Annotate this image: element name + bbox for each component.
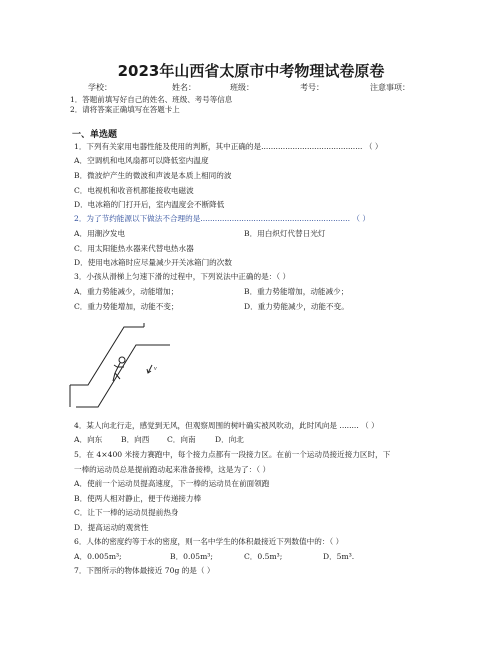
q1-option-c: C．电视机和收音机都能接收电磁波 (74, 186, 194, 195)
q3-option-b: B．重力势能增加，动能减少； (244, 287, 349, 296)
q5-option-b: B．使两人相对静止，便于传递接力棒 (74, 494, 202, 503)
q3-option-d: D．重力势能减少，动能不变。 (244, 302, 349, 311)
q3-option-c: C．重力势能增加，动能不变； (74, 302, 179, 311)
q5-option-a: A．使前一个运动员提高速度，下一棒的运动员在前面领跑 (74, 479, 270, 488)
q2-option-d: D．使用电冰箱时应尽量减少开关冰箱门的次数 (74, 258, 232, 267)
q6-option-c: C．0.5m³; (244, 552, 283, 561)
q5-option-c: C．让下一棒的运动员提前热身 (74, 508, 179, 517)
question-5-stem-line-2: 一棒的运动员总是提前跑动起来准备接棒，这是为了：（ ） (74, 465, 271, 474)
q6-option-b: B．0.05m³; (170, 552, 213, 561)
page-title: 2023年山西省太原市中考物理试卷原卷 (117, 62, 385, 80)
section-heading: 一、单选题 (72, 130, 118, 140)
q1-option-a: A．空调机和电风扇都可以降低室内温度 (74, 156, 209, 165)
notes-heading: 注意事项： (370, 83, 410, 92)
slide-upper-edge (70, 327, 144, 385)
note-1: 1．答题前填写好自己的姓名、班级、考号等信息 (70, 95, 233, 104)
exam-number-field: 考号： (300, 83, 324, 92)
velocity-label: v (154, 366, 157, 372)
school-field: 学校： (88, 83, 112, 92)
question-2-stem: 2．为了节约能源以下做法不合理的是.............................................................. （ ） (74, 214, 371, 223)
question-5-stem-line-1: 5．在 4×400 米接力赛跑中，每个接力点都有一段接力区。在前一个运动员接近接力区时，下 (74, 450, 391, 459)
q1-option-d: D．电冰箱的门打开后，室内温度会不断降低 (74, 200, 225, 209)
child-figure (113, 357, 125, 381)
q3-option-a: A．重力势能减少，动能增加； (74, 287, 179, 296)
q1-option-b: B．微波炉产生的微波和声波是本质上相同的波 (74, 171, 232, 180)
question-3-stem: 3．小孩从滑梯上匀速下滑的过程中，下列说法中正确的是：（ ） (74, 272, 291, 281)
note-2: 2．请将答案正确填写在答题卡上 (70, 105, 180, 114)
q6-option-d: D．5m³. (323, 552, 355, 561)
q5-option-d: D．提高运动的观赏性 (74, 523, 149, 532)
question-7-stem: 7．下图所示的物体最接近 70g 的是（ ） (74, 566, 215, 575)
question-4-stem: 4．某人向北行走，感觉到无风，但观察周围的树叶确实被风吹动，此时风向是 ........ （ ） (74, 421, 379, 430)
slide-lower-edge (76, 345, 170, 407)
name-field: 姓名： (172, 83, 196, 92)
q2-option-c: C．用太阳能热水器来代替电热水器 (74, 244, 194, 253)
question-6-stem: 6．人体的密度约等于水的密度，则一名中学生的体积最接近下列数值中的：（ ） (74, 537, 344, 546)
q4-option-c: C．向南 (167, 435, 196, 444)
q4-option-a: A．向东 (74, 435, 103, 444)
q6-option-a: A．0.005m³; (74, 552, 122, 561)
q4-option-d: D．向北 (215, 435, 244, 444)
class-field: 班级： (230, 83, 254, 92)
slide-figure (62, 315, 182, 410)
q2-option-a: A．用潮汐发电 (74, 229, 126, 238)
q2-option-b: B．用白炽灯代替日光灯 (244, 229, 326, 238)
q4-option-b: B．向西 (121, 435, 150, 444)
question-1-stem: 1．下列有关家用电器性能及使用的判断，其中正确的是.......................................... （ ） (74, 142, 383, 151)
